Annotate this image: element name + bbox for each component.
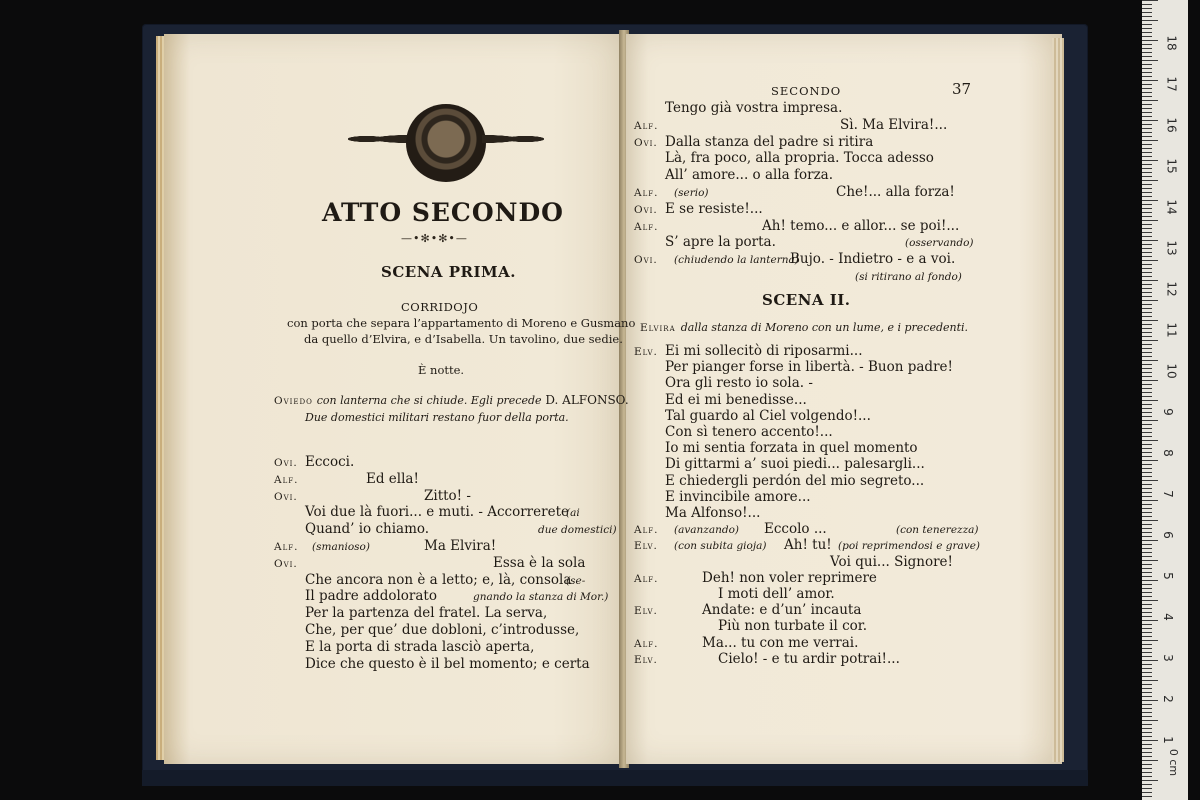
verse-line: Tengo già vostra impresa. <box>665 100 843 116</box>
stage-direction: (smanioso) <box>312 541 370 553</box>
speaker-label: Ovi. <box>274 557 298 570</box>
speaker-label: Ovi. <box>274 457 298 469</box>
verse-line: Essa è la sola <box>493 554 586 571</box>
speaker-label: Alf. <box>634 572 659 585</box>
stage-direction <box>640 316 968 335</box>
ruler-number: 10 <box>1164 363 1179 379</box>
speaker-label: Ovi. <box>634 203 658 216</box>
stage-direction: (con tenerezza) <box>896 524 979 537</box>
ruler-number: 1 <box>1160 736 1175 744</box>
verse-line: Deh! non voler reprimere <box>702 569 877 586</box>
verse-line: Ma Alfonso!... <box>665 505 761 521</box>
ornament-right-scroll <box>482 132 544 146</box>
stage-direction: gnando la stanza di Mor.) <box>473 591 609 604</box>
verse-line: Che!... alla forza! <box>836 184 955 200</box>
ruler-number: 15 <box>1164 158 1179 174</box>
speaker-label: Alf. <box>634 119 659 132</box>
stage-direction: (chiudendo la lanterna) <box>674 254 799 267</box>
speaker-label: Ovi. <box>274 490 298 503</box>
verse-line: Eccoci. <box>305 454 355 470</box>
verse-line: I moti dell’ amor. <box>718 586 835 602</box>
ruler-number: 6 <box>1160 531 1175 539</box>
page-edges-right <box>1052 38 1064 762</box>
setting-description: con porta che separa l’appartamento di Moreno e Gusmano <box>287 316 636 330</box>
ruler-number: 7 <box>1160 490 1175 498</box>
verse-line: Ed ei mi benedisse... <box>665 391 807 408</box>
ruler-ticks <box>1142 0 1158 800</box>
stage-direction: (serio) <box>674 187 709 199</box>
ruler-number: 3 <box>1160 654 1175 662</box>
verse-line: E la porta di strada lasciò aperta, <box>305 638 535 655</box>
title-separator: —•✻•✻•— <box>401 232 468 245</box>
character-name: Elvira <box>640 322 676 334</box>
verse-line: Voi due là fuori... e muti. - Accorrerete <box>305 504 569 521</box>
verse-line: Ma... tu con me verrai. <box>702 634 859 651</box>
verse-line: Io mi sentia forzata in quel momento <box>665 440 918 457</box>
speaker-label: Ovi. <box>634 136 658 149</box>
verse-line: Di gittarmi a’ suoi piedi... palesargli... <box>665 456 925 473</box>
ruler-number: 8 <box>1160 449 1175 457</box>
verse-line: S’ apre la porta. <box>665 234 776 251</box>
stage-direction: (se- <box>566 574 586 587</box>
stage-direction: (con subita gioja) <box>674 540 767 553</box>
ruler-number: 14 <box>1164 199 1179 215</box>
speaker-label: Elv. <box>634 346 658 358</box>
stage-direction-text: dalla stanza di Moreno con un lume, e i precedenti. <box>680 321 969 334</box>
stage-direction: (avanzando) <box>674 524 740 537</box>
verse-line: Ma Elvira! <box>424 538 497 554</box>
stage-direction: (poi reprimendosi e grave) <box>838 540 981 553</box>
speaker-label: Elv. <box>634 540 658 553</box>
ornament-mask-icon <box>348 98 544 186</box>
verse-line: Il padre addolorato <box>305 588 437 605</box>
ruler-number: 13 <box>1164 240 1179 256</box>
verse-line: Sì. Ma Elvira!... <box>840 116 948 133</box>
stage-direction: (ai <box>566 507 580 520</box>
verse-line: Che, per que’ due dobloni, c’introdusse, <box>305 622 580 638</box>
running-head: SECONDO <box>771 84 842 98</box>
verse-line: Per la partenza del fratel. La serva, <box>305 605 548 622</box>
stage-direction <box>274 393 629 407</box>
character-name: D. ALFONSO. <box>545 393 629 407</box>
verse-line: Là, fra poco, alla propria. Tocca adesso <box>665 150 934 167</box>
verse-line: Cielo! - e tu ardir potrai!... <box>718 650 900 667</box>
verse-line: Ah! temo... e allor... se poi!... <box>762 217 960 234</box>
ruler-number: 4 <box>1160 613 1175 621</box>
verse-line: E se resiste!... <box>665 200 763 217</box>
stage-direction: due domestici) <box>538 524 617 537</box>
speaker-label: Alf. <box>634 220 659 233</box>
page-number: 37 <box>952 80 972 98</box>
verse-line: E chiedergli perdón del mio segreto... <box>665 472 925 489</box>
speaker-label: Alf. <box>634 524 659 537</box>
verse-line: Quand’ io chiamo. <box>305 521 430 538</box>
verse-line: Che ancora non è a letto; e, là, consola <box>305 571 572 588</box>
speaker-label: Elv. <box>634 605 658 618</box>
character-name: Oviedo <box>274 395 313 407</box>
verse-line: Andate: e d’un’ incauta <box>702 602 862 619</box>
speaker-label: Alf. <box>274 541 299 553</box>
verse-line: Bujo. - Indietro - e a voi. <box>790 251 956 268</box>
verse-line: Eccolo ... <box>764 521 827 538</box>
speaker-label: Elv. <box>634 653 658 666</box>
verse-line: All’ amore... o alla forza. <box>665 167 834 184</box>
time-note: È notte. <box>418 363 465 377</box>
scene-title: SCENA PRIMA. <box>381 263 517 281</box>
ruler-number: 18 <box>1164 35 1179 51</box>
act-title: ATTO SECONDO <box>322 198 564 227</box>
verse-line: Con sì tenero accento!... <box>665 424 833 440</box>
ruler-unit: 0 cm <box>1167 748 1181 777</box>
ruler-number: 2 <box>1160 695 1175 703</box>
speaker-label: Alf. <box>634 637 659 650</box>
verse-line: Zitto! - <box>424 487 471 504</box>
verse-line: Ora gli resto io sola. - <box>665 375 813 392</box>
verse-line: Dalla stanza del padre si ritira <box>665 133 874 150</box>
ruler-number: 5 <box>1160 572 1175 580</box>
verse-line: Dice che questo è il bel momento; e certa <box>305 655 590 672</box>
ruler-number: 9 <box>1160 408 1175 416</box>
ornament-medallion <box>406 104 486 182</box>
stage-direction: (osservando) <box>905 237 974 250</box>
ruler-number: 11 <box>1164 322 1179 338</box>
ornament-left-scroll <box>348 132 410 146</box>
verse-line: Più non turbate il cor. <box>718 618 868 635</box>
speaker-label: Alf. <box>634 187 659 199</box>
setting-title: CORRIDOJO <box>401 300 479 314</box>
setting-description: da quello d’Elvira, e d’Isabella. Un tavolino, due sedie. <box>304 332 623 346</box>
stage-direction: (si ritirano al fondo) <box>855 271 962 283</box>
speaker-label: Alf. <box>274 473 299 486</box>
verse-line: Ah! tu! <box>784 537 832 554</box>
ruler-number: 16 <box>1164 117 1179 133</box>
verse-line: Ei mi sollecitò di riposarmi... <box>665 343 863 359</box>
verse-line: Tal guardo al Ciel volgendo!... <box>665 407 871 424</box>
verse-line: Voi qui... Signore! <box>830 553 953 570</box>
verse-line: Ed ella! <box>366 470 419 487</box>
ruler-number: 12 <box>1164 281 1179 297</box>
stage-direction-text: con lanterna che si chiude. Egli precede <box>316 394 542 407</box>
speaker-label: Ovi. <box>634 254 658 267</box>
scene-title: SCENA II. <box>762 291 851 309</box>
ruler-number: 17 <box>1164 76 1179 92</box>
verse-line: E invincibile amore... <box>665 488 811 505</box>
stage-direction: Due domestici militari restano fuor della porta. <box>305 411 569 424</box>
verse-line: Per pianger forse in libertà. - Buon padre! <box>665 359 953 376</box>
